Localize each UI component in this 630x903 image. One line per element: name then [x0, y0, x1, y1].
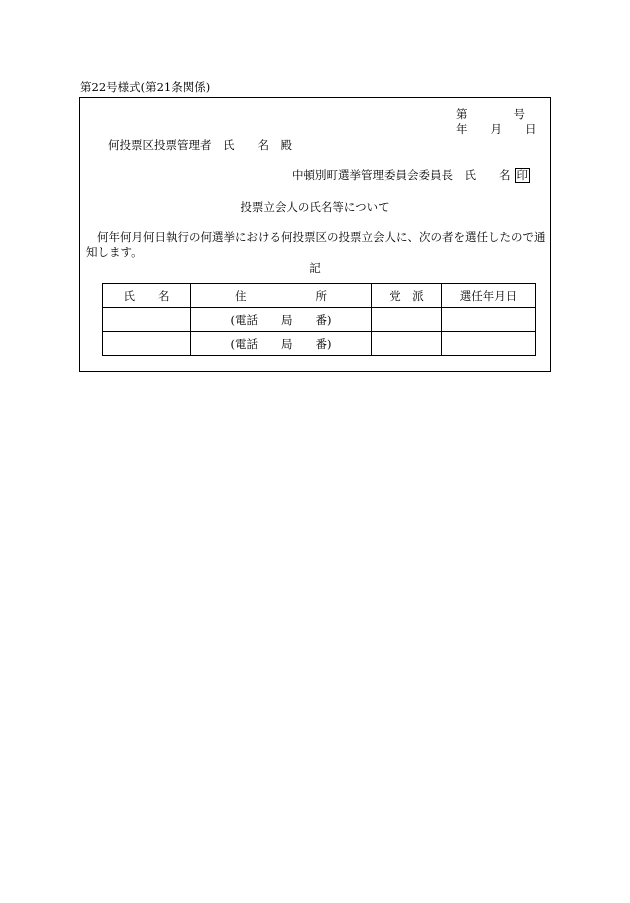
table-row	[103, 308, 536, 332]
cell-party	[372, 308, 442, 332]
header-address: 住 所	[191, 284, 372, 308]
appointee-table	[102, 283, 536, 356]
cell-appointment-date	[442, 332, 536, 356]
header-name: 氏 名	[103, 284, 191, 308]
seal-mark: 印	[516, 168, 528, 182]
cell-name	[103, 308, 191, 332]
cell-address: (電話 局 番)	[191, 332, 372, 356]
cell-appointment-date	[442, 308, 536, 332]
notice-frame	[79, 97, 551, 372]
cell-party	[372, 332, 442, 356]
table-row	[103, 332, 536, 356]
ki-heading: 記	[309, 261, 321, 275]
header-appointment-date: 選任年月日	[442, 284, 536, 308]
header-party: 党 派	[372, 284, 442, 308]
sender-line	[292, 168, 530, 183]
addressee: 何投票区投票管理者 氏 名 殿	[108, 138, 292, 152]
date-line: 年 月 日	[456, 122, 537, 136]
cell-address: (電話 局 番)	[191, 308, 372, 332]
cell-name	[103, 332, 191, 356]
form-number: 第22号様式(第21条関係)	[80, 80, 211, 94]
body-text: 何年何月何日執行の何選挙における何投票区の投票立会人に、次の者を選任したので通知します。	[86, 230, 546, 259]
document-number-line: 第 号	[456, 107, 525, 121]
subject-heading: 投票立会人の氏名等について	[240, 200, 390, 214]
table-header-row	[103, 284, 536, 308]
sender-title: 中頓別町選挙管理委員会委員長 氏 名	[292, 168, 511, 182]
